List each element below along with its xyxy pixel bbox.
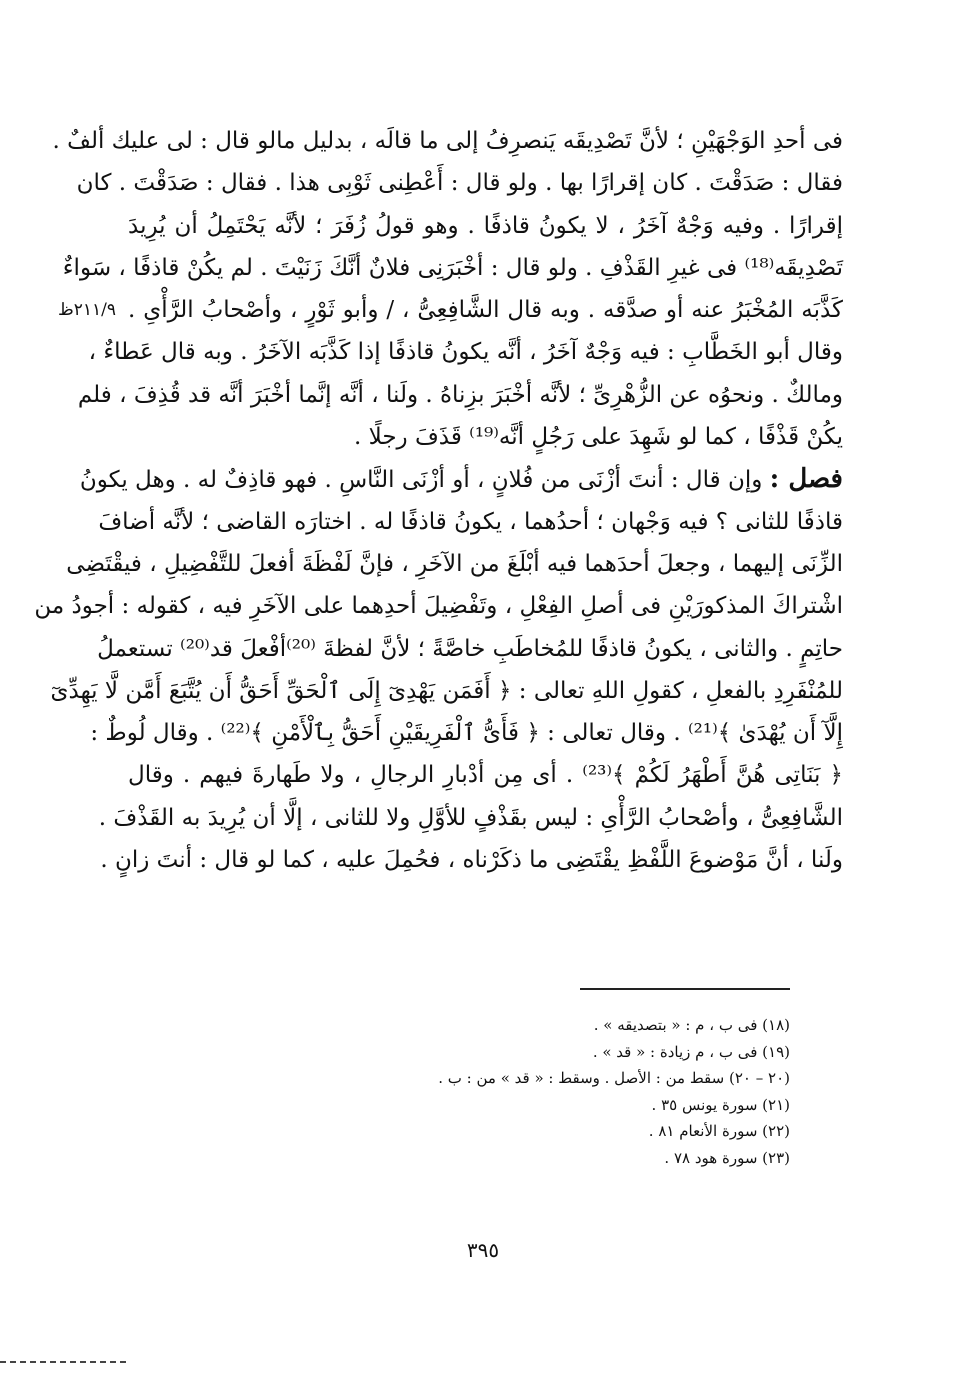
section-first-line (79, 458, 843, 500)
footnote: (١٩) فى ب ، م زيادة : « قد » . (592, 1042, 790, 1061)
text-line: وقال أبو الخَطَّابِ : فيه وَجْهٌ آخَرُ ، أنَّه يكونُ قاذفًا إذا كَذَّبَه الآخَرُ . وبه قال عَطاءٌ ، (88, 339, 843, 366)
footnotes (300, 1012, 790, 1171)
text-line: فقال : صَدَقْتَ . كان إقرارًا بها . ولو قال : أَعْطِنى ثَوْبِى هذا . فقال : صَدَقْتَ . كان (76, 170, 843, 197)
footnote: (٢٢) سورة الأنعام ٨١ . (648, 1122, 790, 1140)
text-line: اشْتراكَ المذكورَيْنِ فى أصلِ الفِعْلِ ، وتَفْضِيلَ أحدِهما على الآخَرِ فيه ، كقوله : أجودُ من (34, 593, 843, 620)
text-line: ومالكٌ . ونحوُه عن الزُّهْرِىِّ ؛ لأنَّه أخْبَرَ بزِناهُ . ولَنا ، أنَّه إنَّما أخْبَرَ أنَّه قد قُذِفَ ، فلم (77, 381, 843, 408)
footnote: (١٨) فى ب ، م : « بتصديقه » . (593, 1016, 790, 1034)
text-line: تَصْدِيقَه⁽¹⁸⁾ فى غيرِ القَذْفِ . ولو قال : أخْبَرَنِى فلانٌ أنَّكَ زَنَيْتَ . لم يكُنْ قاذفًا ، سَواءٌ (62, 254, 843, 281)
text-line: يكُنْ قَذْفًا ، كما لو شَهِدَ على رَجُلٍ أنَّه⁽¹⁹⁾ قَذَفَ رجلًا . (353, 424, 843, 451)
text-line: ﴿ بَنَاتِى هُنَّ أَطْهَرُ لَكُمْ ﴾⁽²³⁾ . أى مِن أدْبارِ الرجالِ ، ولا طَهارةَ فيهم . وقال (128, 762, 843, 789)
text-line: إقرارًا . وفيه وَجْهٌ آخَرُ ، لا يكونُ قاذفًا . وهو قولُ زُفَرَ ؛ لأنَّه يَحْتَمِلُ أن يُرِيدَ (128, 212, 843, 239)
text-line: ولَنا ، أنَّ مَوْضوعَ اللَّفْظِ يقْتَضِى ما ذكَرْناه ، فحُمِلَ عليه ، كما لو قال : أنتَ زانٍ . (100, 847, 843, 874)
text-line: الشَّافِعِىُّ ، وأصْحابُ الرَّأْىِ : ليس بقَذْفٍ للأوَّلِ ولا للثانى ، إلَّا أن يُرِيدَ به القَذْفَ . (98, 804, 843, 831)
footnote: (٢٠ – ٢٠) سقط من : الأصل . وسقط : « قد » من : ب . (438, 1069, 790, 1087)
text-line: الزِّنَى إليهما ، وجعلَ أحدَهما فيه أبْلَغَ من الآخَرِ ، فإنَّ لَفْظَةَ أفعلَ للتَّفْضِيلِ ، فيقْتَضِى (66, 550, 843, 577)
page-number: ٣٩٥ (466, 1238, 500, 1262)
footnote-divider (580, 988, 790, 990)
section-heading: فصل : (769, 464, 843, 495)
text-line: قاذفًا للثانى ؟ فيه وَجْهان ؛ أحدُهما ، يكونُ قاذفًا له . اختارَه القاضى ؛ لأنَّه أضافَ (98, 508, 843, 535)
text-line: حاتِمٍ . والثانى ، يكونُ قاذفًا للمُخاطَبِ خاصَّةً ؛ لأنَّ لفظةَ ⁽²⁰⁾أفْعلَ قد⁽²⁰⁾ تستعملُ (97, 635, 843, 662)
text-line: كَذَّبَه المُخْبَرُ عنه أو صدَّقه . وبه قال الشَّافِعِىُّ ، / وأبو ثَوْرٍ ، وأصْحابُ الرَّأْىِ . (128, 297, 843, 324)
section-line-text: وإن قال : أنتَ أزْنَى من فُلانٍ ، أو أزْنَى النَّاسِ . فهو قاذِفٌ له . وهل يكونُ (79, 467, 763, 494)
text-line: فى أحدِ الوَجْهَيْنِ ؛ لأنَّ تَصْدِيقَه يَنصرِفُ إلى ما قالَه ، بدليل مالو قال : لى عليك ألفٌ . (52, 128, 843, 154)
scan-edge-dash (0, 1361, 126, 1363)
text-line: للمُنْفَرِدِ بالفعلِ ، كقولِ اللهِ تعالى : ﴿ أَفَمَن يَهْدِىٓ إِلَى ٱلْحَقِّ أَحَقُّ أَن يُتَّبَعَ أَمَّن لَّا يَهِدِّىٓ (50, 677, 843, 704)
footnote: (٢٣) سورة هود ٧٨ . (664, 1148, 790, 1167)
text-line: إِلَّآ أَن يُهْدَىٰ ﴾⁽²¹⁾ . وقال تعالى : ﴿ فَأَىُّ ٱلْفَرِيقَيْنِ أَحَقُّ بِٱلْأَمْنِ ﴾⁽²²⁾ . وقال لُوطٌ : (90, 720, 843, 747)
footnote: (٢١) سورة يونس ٣٥ . (651, 1095, 790, 1114)
margin-folio-note: ٢١١/٩ظ (58, 300, 116, 320)
